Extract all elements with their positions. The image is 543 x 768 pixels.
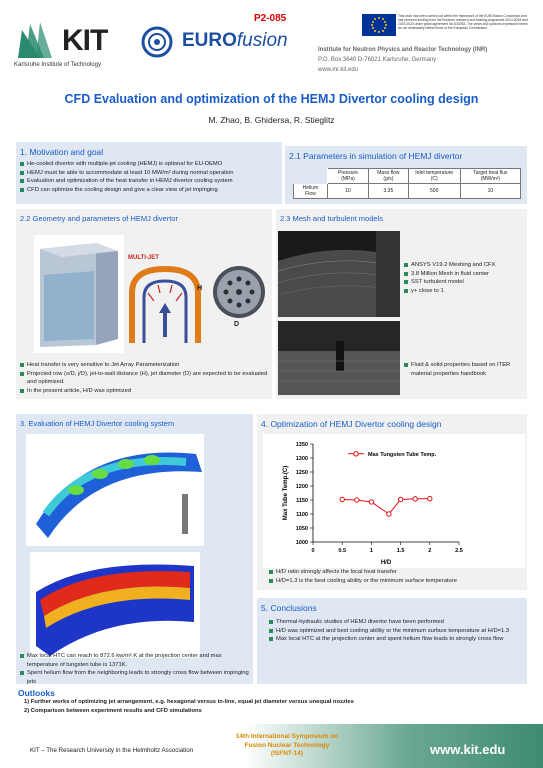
section-geometry-heading: 2.2 Geometry and parameters of HEMJ divertor — [20, 214, 178, 223]
institute-name: Institute for Neutron Physics and Reactor Technology (INR) — [318, 47, 488, 53]
list-item: 3.8 Million Mesh in fluid center — [404, 270, 524, 279]
section-optimization — [257, 414, 527, 590]
jet-nozzle-image — [212, 265, 266, 319]
footer-left-text: KIT – The Research University in the Helmholtz Association — [30, 747, 194, 754]
tube-temp-chart — [263, 434, 525, 568]
table-cell: Mass flow (g/s) — [369, 169, 409, 184]
x-tick-label: 2.5 — [455, 548, 463, 554]
section-parameters-heading: 2.1 Parameters in simulation of HEMJ divertor — [289, 151, 463, 161]
footer-website: www.kit.edu — [430, 742, 506, 757]
mesh-image-bottom — [278, 321, 400, 395]
list-item: 1) Further works of optimizing jet arrangement, e.g. hexagonal versus in-line, equal jet diameter versus unequal nozzles — [24, 699, 354, 705]
section-parameters — [285, 146, 527, 204]
eurofusion-emblem-icon — [138, 26, 176, 58]
temperature-contour-image — [30, 552, 200, 658]
institute-website: www.inr.kit.edu — [318, 67, 359, 73]
list-item: H/D was optimized and best cooling ability or the minimum surface temperature at H/D=1.3 — [269, 627, 517, 636]
x-tick-label: 1 — [369, 548, 373, 554]
list-item: Spent helium flow from the neighboring leads to strongly cross flow between impinging jets — [20, 669, 252, 686]
section-evaluation-heading: 3. Evaluation of HEMJ Divertor cooling system — [20, 419, 175, 428]
legend-label: Max Tungsten Tube Temp. — [368, 451, 437, 458]
section-motivation-heading: 1. Motivation and goal — [20, 147, 104, 157]
table-cell: Inlet temperature (C) — [408, 169, 460, 184]
geometry-list — [20, 361, 270, 395]
table-cell: Helium Flow — [294, 184, 328, 199]
kit-logo — [14, 20, 124, 68]
data-point — [355, 498, 359, 502]
list-item: Max local HTC can reach to 872.6 kw/m².K at the projection center and max temperature of tungsten tube is 1371K. — [20, 652, 252, 669]
eu-disclaimer: This work has been carried out within the framework of the EUROfusion Consortium and has received funding from the Euratom research and training programme 2014-2018 and 2019-2020 under grant agreement No 633053. The views and opinions expressed herein do not necessarily reflect those of the European Commission. — [398, 14, 528, 30]
y-tick-label: 1100 — [296, 512, 308, 518]
kit-subtitle: Karlsruhe Institute of Technology — [14, 62, 101, 68]
list-item: Evaluation and optimization of the heat transfer in HEMJ divertor cooling system — [20, 177, 282, 186]
y-tick-label: 1000 — [295, 540, 308, 546]
list-item: Heat transfer is very sensitive to Jet Array Parameterization — [20, 361, 270, 370]
list-item: Max local HTC at the projection center and spent helium flow leads to strongly cross flow — [269, 635, 517, 644]
kit-logo-icon — [14, 20, 62, 60]
x-tick-label: 0 — [311, 548, 315, 554]
data-point — [398, 497, 402, 501]
poster-authors: M. Zhao, B. Ghidersa, R. Stieglitz — [208, 115, 335, 125]
section-mesh — [276, 209, 527, 399]
table-cell: 500 — [408, 184, 460, 199]
optimization-list — [269, 568, 525, 585]
table-cell: 10 — [327, 184, 368, 199]
legend-marker — [354, 452, 358, 456]
htc-contour-image — [26, 434, 204, 546]
mesh-image-top — [278, 231, 400, 317]
table-header-row — [294, 169, 521, 184]
conference-line-2: Fusion Nuclear Technology — [244, 741, 330, 749]
x-axis-label: H/D — [380, 560, 392, 566]
mesh-list-b — [404, 361, 526, 378]
list-item: In the present article, H/D was optimized — [20, 387, 270, 396]
motivation-list — [20, 160, 282, 194]
table-cell: Pressure (MPa) — [327, 169, 368, 184]
table-cell: 3.35 — [369, 184, 409, 199]
y-tick-label: 1250 — [295, 470, 308, 476]
divertor-geometry-image — [34, 235, 124, 353]
list-item: 2) Comparison between experiment results and CFD simulations — [24, 708, 202, 714]
parameters-table — [293, 168, 521, 199]
h-dimension-label: H — [197, 285, 203, 292]
institute-address: P.O. Box 3640 D-76021 Karlsruhe, Germany — [318, 57, 437, 63]
list-item: HEMJ must be able to accommodate at least 10 MW/m² during normal operation — [20, 169, 282, 178]
conclusions-list — [269, 618, 517, 644]
x-tick-label: 0.5 — [338, 548, 347, 554]
eu-flag-icon — [362, 14, 396, 36]
kit-logo-text: KIT — [62, 24, 108, 57]
footer-conference — [232, 733, 342, 759]
conference-line-3: (ISFNT-14) — [270, 750, 304, 757]
institute-block — [318, 45, 487, 75]
list-item: ANSYS V19.2 Meshing and CFX — [404, 261, 524, 270]
y-tick-label: 1350 — [295, 442, 308, 448]
eurofusion-logo — [138, 26, 298, 58]
y-tick-label: 1050 — [295, 526, 308, 532]
y-axis-label: Max Tube Temp.(C) — [283, 465, 289, 521]
table-cell — [294, 169, 328, 184]
table-row — [294, 184, 521, 199]
section-optimization-heading: 4. Optimization of HEMJ Divertor cooling design — [261, 419, 442, 429]
section-geometry — [16, 209, 272, 399]
list-item: y+ close to 1 — [404, 287, 524, 296]
list-item: Projected row (s/D, j/D), jet-to-wall distance (H), jet diameter (D) are expected to be evaluated and optimized. — [20, 370, 270, 387]
outlooks-heading: Outlooks — [18, 688, 55, 698]
section-mesh-heading: 2.3 Mesh and turbulent models — [280, 214, 383, 223]
data-point — [369, 500, 373, 504]
section-evaluation — [16, 414, 253, 684]
data-point — [428, 496, 432, 500]
data-point — [413, 497, 417, 501]
conference-line-1: 14th International Symposium on — [235, 733, 339, 740]
data-point — [387, 512, 391, 516]
y-tick-label: 1300 — [295, 456, 308, 462]
eurofusion-text-a: EURO — [182, 30, 237, 51]
poster-title: CFD Evaluation and optimization of the HEMJ Divertor cooling design — [64, 92, 479, 106]
table-cell: Target heat flux (MW/m²) — [460, 169, 520, 184]
multijet-label: MULTI-JET — [128, 255, 159, 261]
section-conclusions-heading: 5. Conclusions — [261, 603, 317, 613]
multijet-diagram-image — [124, 263, 206, 345]
outlooks-block — [18, 688, 528, 716]
list-item: SST turbulent model — [404, 278, 524, 287]
mesh-list-a — [404, 261, 524, 295]
y-tick-label: 1200 — [295, 484, 308, 490]
list-item: H/D ratio strongly affects the local heat transfer — [269, 568, 525, 577]
d-dimension-label: D — [234, 321, 240, 328]
eurofusion-text-b: fusion — [236, 30, 288, 51]
section-conclusions — [257, 598, 527, 684]
x-tick-label: 2 — [428, 548, 432, 554]
list-item: Thermal-hydraulic studies of HEMJ divertor have been performed — [269, 618, 517, 627]
poster-code: P2-085 — [254, 13, 287, 24]
list-item: H/D=1.3 is the best cooling ability or the minimum surface temperature — [269, 577, 525, 586]
table-cell: 10 — [460, 184, 520, 199]
list-item: CFD can optimize the cooling design and give a clear view of jet impinging — [20, 186, 282, 195]
list-item: Fluid & solid properties based on ITER material properties handbook — [404, 361, 526, 378]
x-tick-label: 1.5 — [396, 548, 405, 554]
y-tick-label: 1150 — [296, 498, 308, 504]
list-item: He-cooled divertor with multiple-jet cooling (HEMJ) is optional for EU-DEMO — [20, 160, 282, 169]
section-motivation — [16, 142, 282, 204]
data-point — [340, 497, 344, 501]
evaluation-list — [20, 652, 252, 686]
